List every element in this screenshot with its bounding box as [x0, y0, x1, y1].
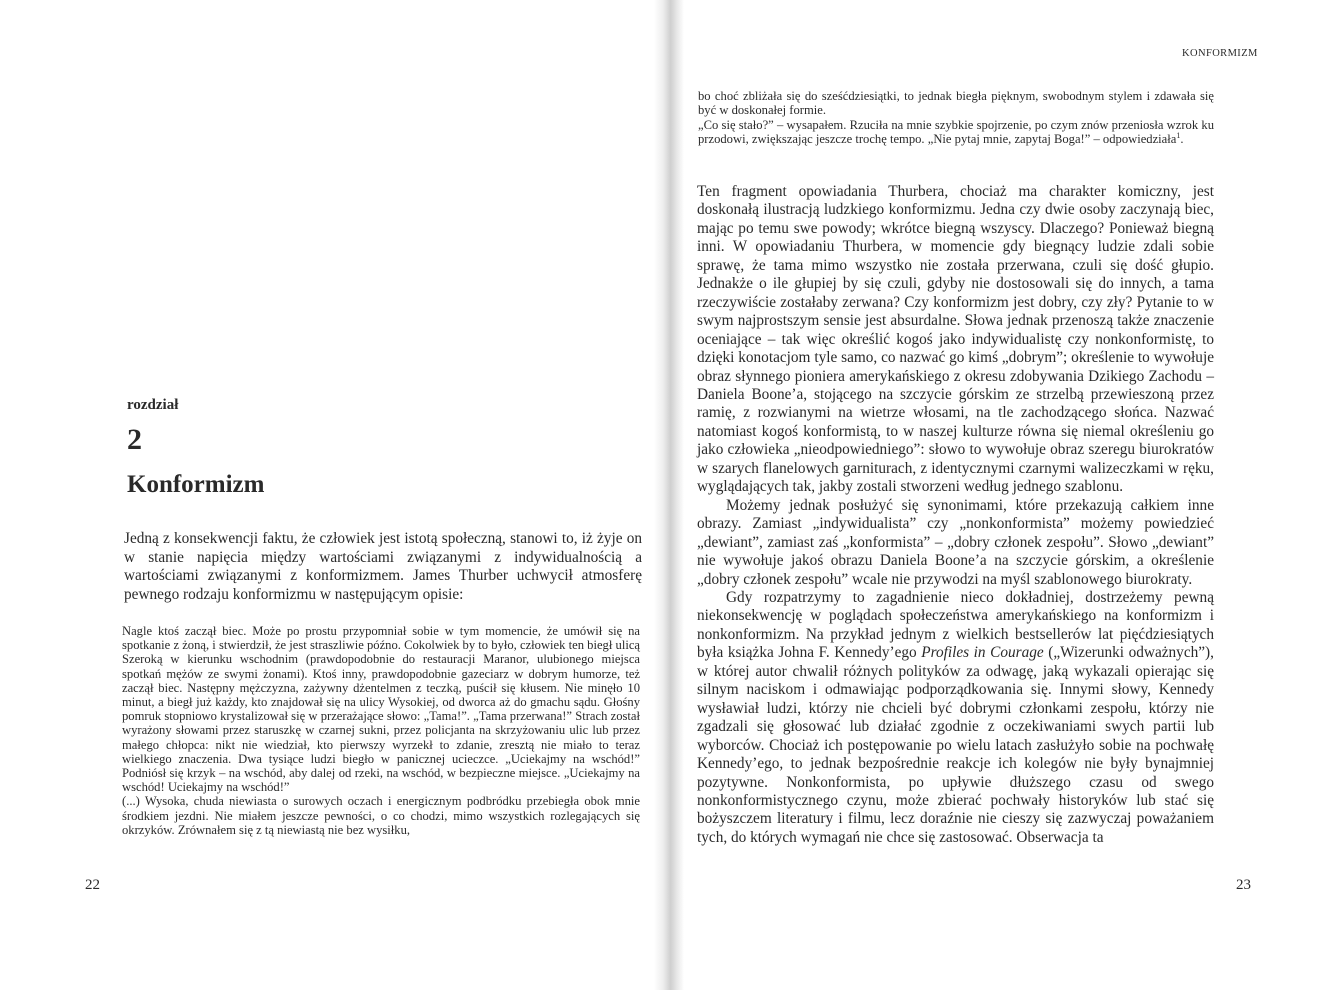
quote-paragraph: (...) Wysoka, chuda niewiasta o surowych oczach i energicznym podbródku przebiegła obok mnie środkiem jezdni. Nie miałem jeszcze pewności, o co chodzi, mimo wszystkich rozlegających się okrzyków. Zrównałem się z tą niewiastą nie bez wysiłku, [122, 794, 640, 837]
intro-paragraph: Jedną z konsekwencji faktu, że człowiek jest istotą społeczną, stanowi to, iż żyje on w stanie napięcia między wartościami związanymi z indywidualnością a wartościami związanymi z konformizmem. James Thurber uchwycił atmosferę pewnego rodzaju konformizmu w następującym opisie: [124, 530, 642, 603]
body-paragraph: Możemy jednak posłużyć się synonimami, które przekazują całkiem inne obrazy. Zamiast „indywidualista” czy „nonkonformista” możemy powiedzieć „dewiant”, zamiast zaś „konformista” – „dobry członek zespołu”. Słowo „dewiant” nie wywołuje jakoś obrazu Daniela Boone’a na szczycie górskim, a określenie „dobry członek zespołu” wcale nie przywodzi na myśl szablonowego biurokraty. [697, 496, 1214, 588]
quote-paragraph: Nagle ktoś zaczął biec. Może po prostu przypomniał sobie w tym momencie, że umówił się na spotkanie z żoną, i stwierdził, że jest straszliwie późno. Cokolwiek by to było, człowiek ten biegł ulicą Szeroką w kierunku wschodnim (prawdopodobnie do restauracji Maranor, ulubionego miejsca spotkań mężów ze swymi żonami). Ktoś inny, prawdopodobnie gazeciarz w dobrym humorze, też zaczął biec. Następny mężczyzna, zażywny dżentelmen z teczką, puścił się kłusem. Nie minęło 10 minut, a biegł już każdy, kto znajdował się na ulicy Wysokiej, od dworca aż do gmachu sądu. Głośny pomruk stopniowo krystalizował się w przerażające słowo: „Tama!”. „Tama przerwana!” Strach został wyrażony słowami przez staruszkę w czarnej sukni, przez policjanta na skrzyżowaniu ulic lub przez małego chłopca: nikt nie wiedział, kto pierwszy wyrzekł to zdanie, zresztą nie miało to teraz wielkiego znaczenia. Dwa tysiące ludzi biegło w panicznej ucieczce. „Uciekajmy na wschód!” Podniósł się krzyk – na wschód, aby dalej od rzeki, na wschód, w bezpieczne miejsce. „Uciekajmy na wschód! Uciekajmy na wschód!” [122, 624, 640, 795]
thurber-quote-continued [698, 89, 1214, 147]
page-number-left: 22 [85, 877, 100, 893]
body-text: Gdy rozpatrzymy to zagadnienie nieco dokładniej, dostrzeżemy pewną niekonsekwencję w poglądach społeczeństwa amerykańskiego na konformizm i nonkonformizm. Na przykład jednym z wielkich bestsellerów lat pięćdziesiątych była książka Johna F. Kennedy’ego [697, 588, 1214, 662]
chapter-number: 2 [127, 423, 142, 456]
body-text: („Wizerunki odważnych”), w której autor chwalił różnych polityków za odwagę, jaką wykazali opierając się silnym naciskom i odmawiając podporządkowania się. Innymi słowy, Kennedy wysławiał ludzi, którzy nie chcieli być dobrymi członkami zespołu, którzy nie zgadzali się głosować lub działać zgodnie z oczekiwaniami swych partii lub wyborców. Chociaż ich postępowanie po wielu latach zasłużyło sobie na pochwałę Kennedy’ego, to jednak bezpośrednie reakcje ich kolegów nie były bynajmniej pozytywne. Nonkonformista, po upływie dłuższego czasu od swego nonkonformistycznego czynu, może zbierać pochwały historyków lub stać się bożyszczem literatury i filmu, lecz doraźnie nie cieszy się zazwyczaj poważaniem tych, do których wymagań nie chce się zastosować. Obserwacja ta [697, 644, 1214, 846]
footnote-mark: 1 [1176, 131, 1181, 141]
page-number-right: 23 [1236, 877, 1251, 893]
running-head: KONFORMIZM [1182, 48, 1258, 59]
left-page [0, 0, 668, 990]
quote-text: „Co się stało?” – wysapałem. Rzuciła na mnie szybkie spojrzenie, po czym znów przeniosła wzrok ku przodowi, zwiększając jeszcze trochę tempo. „Nie pytaj mnie, zapytaj Boga!” – odpowiedziała [698, 117, 1214, 147]
quote-end-punct: . [1180, 132, 1184, 147]
quote-paragraph: bo choć zbliżała się do sześćdziesiątki, to jednak biegła pięknym, swobodnym stylem i zdawała się być w doskonałej formie. [698, 89, 1214, 118]
body-paragraph [697, 589, 1214, 847]
main-text [697, 183, 1214, 847]
chapter-title: Konformizm [127, 471, 265, 498]
book-title-italic: Profiles in Courage [921, 644, 1044, 662]
body-paragraph: Ten fragment opowiadania Thurbera, chociaż ma charakter komiczny, jest doskonałą ilustracją ludzkiego konformizmu. Jedna czy dwie osoby zaczynają biec, mając po temu swe powody; wkrótce biegną wszyscy. Dlaczego? Ponieważ biegną inni. W opowiadaniu Thurbera, w momencie gdy biegnący ludzie zdali sobie sprawę, że tama mimo wszystko nie została przerwana, czuli się dość głupio. Jednakże o ile głupiej by się czuli, gdyby nie dostosowali się do innych, a tama rzeczywiście zostałaby zerwana? Czy konformizm jest dobry, czy zły? Pytanie to w swym najprostszym sensie jest absurdalne. Słowa jednak przenoszą także znaczenie oceniające – tak więc określić kogoś jako indywidualistę czy nonkonformistę, to dzięki konotacjom tyle samo, co nazwać go kimś „dobrym”; określenie to wywołuje obraz słynnego pioniera amerykańskiego z okresu zdobywania Dzikiego Zachodu – Daniela Boone’a, stojącego na szczycie górskim ze strzelbą przewieszoną przez ramię, z rozwianymi na wietrze włosami, na tle zachodzącego słońca. Nazwać natomiast kogoś konformistą, to w naszej kulturze równa się niemal określeniu go jako człowieka „nieodpowiedniego”: słowo to wywołuje obraz szeregu biurokratów w szarych flanelowych garniturach, z identycznymi czarnymi walizeczkami w ręku, wyglądających tak, jakby zostali stworzeni według jednego szablonu. [697, 183, 1214, 496]
chapter-label: rozdział [127, 397, 179, 413]
quote-paragraph [698, 118, 1214, 147]
thurber-quote [122, 624, 640, 837]
